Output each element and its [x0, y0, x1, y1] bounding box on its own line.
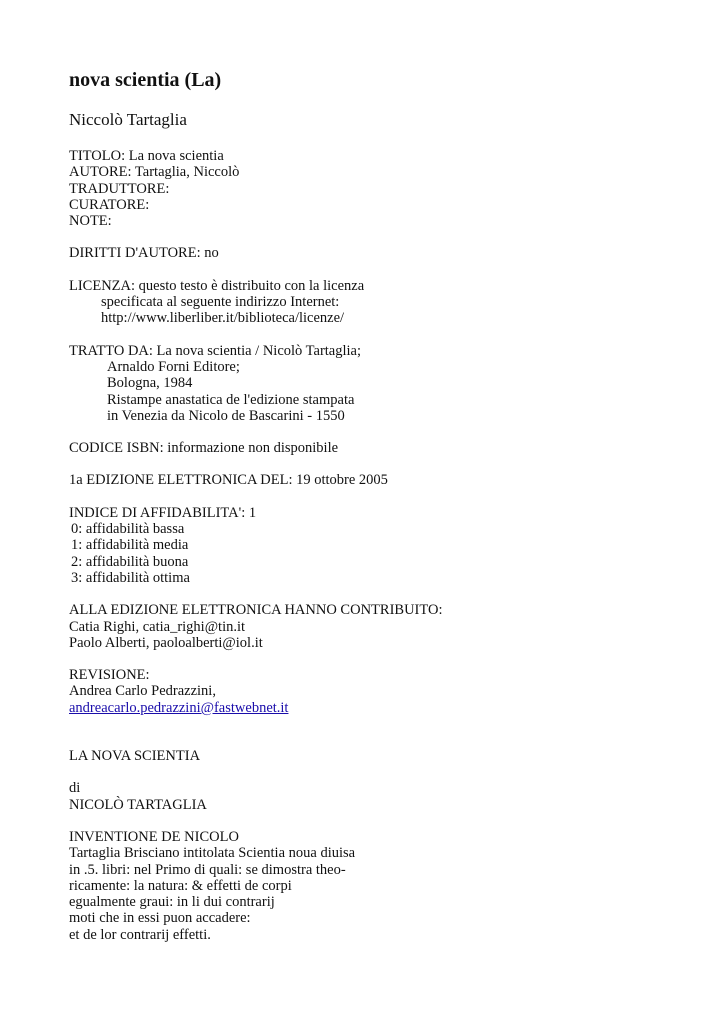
- affidabilita-item: 1: affidabilità media: [71, 537, 189, 554]
- isbn-line: CODICE ISBN: informazione non disponibile: [69, 440, 339, 457]
- contributor-line: Catia Righi, catia_righi@tin.it: [69, 618, 246, 635]
- inventione-line: egualmente graui: in li dui contrarij: [69, 894, 275, 911]
- licenza-url: http://www.liberliber.it/biblioteca/licenze/: [101, 310, 345, 327]
- revisione-name: Andrea Carlo Pedrazzini,: [69, 683, 216, 700]
- inventione-line: ricamente: la natura: & effetti de corpi: [69, 877, 292, 894]
- inventione-line: Tartaglia Brisciano intitolata Scientia noua diuisa: [69, 845, 356, 862]
- affidabilita-block: [69, 505, 704, 586]
- document-title: nova scientia (La): [69, 69, 222, 91]
- licenza-line-1: LICENZA: questo testo è distribuito con la licenza: [69, 277, 365, 294]
- contributi-header: ALLA EDIZIONE ELETTRONICA HANNO CONTRIBUITO:: [69, 602, 443, 619]
- meta-note: NOTE:: [69, 213, 112, 230]
- meta-titolo: TITOLO: La nova scientia: [69, 148, 224, 164]
- tratto-da-block: [69, 343, 704, 424]
- document-page: [69, 66, 704, 943]
- diritti-line: DIRITTI D'AUTORE: no: [69, 245, 219, 262]
- affidabilita-header: INDICE DI AFFIDABILITA': 1: [69, 504, 257, 521]
- tratto-da-line-4: Ristampe anastatica de l'edizione stampata: [107, 391, 355, 408]
- inventione-line: et de lor contrarij effetti.: [69, 926, 211, 943]
- tratto-da-line-5: in Venezia da Nicolo de Bascarini - 1550: [107, 407, 345, 424]
- inventione-line: in .5. libri: nel Primo di quali: se dimostra theo-: [69, 861, 346, 878]
- revisione-label: REVISIONE:: [69, 667, 150, 684]
- tratto-da-line-2: Arnaldo Forni Editore;: [107, 358, 240, 375]
- tratto-da-line-1: TRATTO DA: La nova scientia / Nicolò Tartaglia;: [69, 342, 362, 359]
- licenza-line-2: specificata al seguente indirizzo Internet:: [101, 294, 340, 311]
- affidabilita-item: 3: affidabilità ottima: [71, 569, 190, 586]
- work-title: LA NOVA SCIENTIA: [69, 748, 201, 765]
- edizione-line: 1a EDIZIONE ELETTRONICA DEL: 19 ottobre 2005: [69, 472, 388, 489]
- work-author: NICOLÒ TARTAGLIA: [69, 796, 207, 813]
- revisione-email-link[interactable]: andreacarlo.pedrazzini@fastwebnet.it: [69, 699, 289, 716]
- meta-curatore: CURATORE:: [69, 196, 150, 213]
- inventione-line: moti che in essi puon accadere:: [69, 910, 251, 927]
- contributi-block: [69, 602, 704, 651]
- licenza-block: [69, 278, 704, 327]
- metadata-block: [69, 148, 704, 229]
- inventione-line: INVENTIONE DE NICOLO: [69, 828, 239, 845]
- inventione-block: [69, 829, 704, 943]
- meta-autore: AUTORE: Tartaglia, Niccolò: [69, 164, 240, 181]
- revisione-block: [69, 667, 704, 716]
- meta-traduttore: TRADUTTORE:: [69, 180, 170, 197]
- affidabilita-item: 0: affidabilità bassa: [71, 521, 185, 538]
- tratto-da-line-3: Bologna, 1984: [107, 375, 193, 392]
- document-author: Niccolò Tartaglia: [69, 110, 187, 129]
- contributor-line: Paolo Alberti, paoloalberti@iol.it: [69, 634, 263, 651]
- work-di: di: [69, 780, 81, 797]
- affidabilita-item: 2: affidabilità buona: [71, 553, 189, 570]
